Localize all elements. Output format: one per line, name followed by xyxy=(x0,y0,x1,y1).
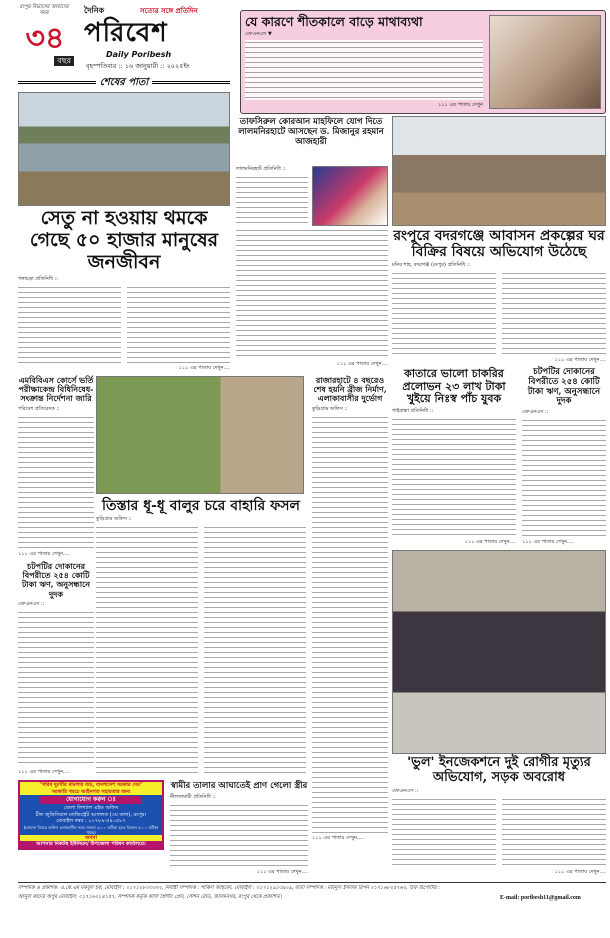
housing-body-col2 xyxy=(502,271,606,355)
rajarhat-headline: রাজারহাটে ৪ বছরেও শেষ হয়নি ব্রীজ নির্মাণ, এলাকাবাসীর দুর্ভোগ xyxy=(313,375,387,404)
injection-byline: এফএনএস :: xyxy=(392,787,419,794)
article-headache[interactable] xyxy=(240,10,606,114)
tafsir-headline: তাফসিরুল কোরআন মাহফিলে যোগ দিতে লালমনিরহাটে আসছেন ড. মিজানুর রহমান আজহারী xyxy=(238,117,384,147)
section-title: শেষের পাতা xyxy=(99,77,149,88)
article-injection xyxy=(392,756,606,876)
chotpoti-left-byline: এফএনএস :: xyxy=(18,600,45,607)
tafsir-byline: লালমনিরহাট প্রতিনিধি :: xyxy=(236,166,286,172)
qatar-continued[interactable]: ১১১ এর পাতায় দেখুন.... xyxy=(464,539,516,545)
article-bridge xyxy=(18,208,230,372)
ad-last: আপনার নিকটস্থ ইউনিয়ন/ উপজেলা পরিষদ কার্যালয়ে। xyxy=(20,841,162,848)
bridge-byline: গঙ্গাচড়া প্রতিনিধি :: xyxy=(18,275,58,282)
tafsir-body-cont xyxy=(236,228,388,359)
article-chotpoti-right xyxy=(522,368,606,546)
footer-line2: আব্দুল কাদের অপুর মোবাইল: ০১৭১৬০১৪১৫৭, সম্পাদক কর্তৃক কালি প্রিন্টিং প্রেস, স্টেশন রোড, আলমনগর, রংপুর থেকে প্রকাশিত। xyxy=(18,894,282,900)
article-wife xyxy=(170,782,308,876)
ad-note: (চলমান বিষয়ে অফিস চলাকালীন সময় সকাল ৯:০০ ঘটিকা হতে বিকাল ৫:০০ ঘটিকা পর্যন্ত) xyxy=(23,824,159,835)
article-housing xyxy=(392,228,606,364)
teesta-headline: তিস্তার ধূ-ধূ বালুর চরে বাহারি ফসল xyxy=(102,498,300,514)
chotpoti-right-continued[interactable]: ১১১ এর পাতায় দেখুন.... xyxy=(522,539,574,545)
housing-byline: মনির শাহ, বদরগঞ্জ (রংপুর) প্রতিনিধি :: xyxy=(392,262,471,269)
chotpoti-right-headline: চটপটির দোকানের বিপরীতে ২৫৪ কোটি টাকা ঋণ, অনুসন্ধানে দুদক xyxy=(527,367,601,407)
newspaper-name: পরিবেশ xyxy=(84,18,168,48)
mbbs-headline: এমবিবিএস কোর্সে ভর্তি পরীক্ষাকেন্দ্র বিধিনিষেধ- সংক্রান্ত নির্দেশনা জারি xyxy=(18,375,94,404)
article-qatar xyxy=(392,368,516,546)
road-blockade-photo xyxy=(392,550,606,754)
bridge-continued[interactable]: ১১১ এর পাতায় দেখুন.... xyxy=(178,365,230,371)
housing-body xyxy=(392,271,496,355)
daily-label: দৈনিক xyxy=(84,6,105,15)
mbbs-continued[interactable]: ১১১ এর পাতায় দেখুন.... xyxy=(18,551,70,557)
issue-date: বৃহস্পতিবার :: ১৬ জানুয়ারী :: ২০২৫ইং xyxy=(86,62,190,70)
section-title-bar xyxy=(18,76,230,89)
housing-headline: রংপুরে বদরগঞ্জে আবাসন প্রকল্পের ঘর বিক্রির বিষয়ে অভিযোগ উঠেছে xyxy=(393,228,605,261)
ad-mobile: মোবাইল নম্বর : ০১৭৮৯-৫৪০৫৮৭ xyxy=(56,818,126,824)
injection-body-col2 xyxy=(502,797,606,867)
english-name: Daily Poribesh xyxy=(106,50,172,59)
wife-byline: নীলফামারী প্রতিনিধি :: xyxy=(170,793,216,800)
bridge-body xyxy=(18,285,121,363)
article-mbbs xyxy=(18,376,94,558)
article-teesta xyxy=(96,498,306,776)
headline: যে কারণে শীতকালে বাড়ে মাথাব্যথা xyxy=(245,14,423,29)
teesta-body xyxy=(96,525,198,776)
mbbs-byline: পরিবেশ প্রতিবেদক :: xyxy=(18,405,60,412)
article-chotpoti-left xyxy=(18,562,94,776)
ad-or: অথবা xyxy=(20,835,162,842)
footer-line1: সম্পাদক ও প্রকাশক: এ.কে.এম মকবুল হক, মোবাইল : ০১৭১২৮০৩৩৩২, নির্বাহী সম্পাদক : শাকিল আহমেদ, মোবাইল : ০১৭১২৯১৩৯০৯, বার্তা সম্পাদক : মমিনুল ইসলাম রিপন ০১৭১৬৮২৫৭৬০, চিফ রিপোর্টার : xyxy=(18,885,440,891)
chotpoti-left-headline: চটপটির দোকানের বিপরীতে ২৫৪ কোটি টাকা ঋণ, অনুসন্ধানে দুদক xyxy=(21,561,91,599)
byline: এফএনএস ▼ xyxy=(245,31,272,38)
years-number: ৩৪ xyxy=(25,21,65,56)
injection-body xyxy=(392,797,496,867)
legal-aid-ad[interactable] xyxy=(18,780,164,850)
chotpoti-left-body xyxy=(18,610,94,767)
tafsir-continued[interactable]: ১১১ এর পাতায় দেখুন.... xyxy=(336,361,388,367)
azhari-photo xyxy=(312,166,388,226)
footer-email[interactable]: E-mail: poribesh11@gmail.com xyxy=(500,895,581,901)
bridge-headline: সেতু না হওয়ায় থমকে গেছে ৫০ হাজার মানুষের জনজীবন xyxy=(29,207,219,273)
ad-office: জেলা লিগ্যাল এইড অফিস xyxy=(63,805,119,811)
bridge-body-col2 xyxy=(127,285,230,363)
rajarhat-continued[interactable]: ১১১ এর পাতায় দেখুন.... xyxy=(312,835,364,841)
ad-contact: যোগাযোগ করুন ঃ xyxy=(40,796,142,804)
wife-headline: স্বামীর তালার আঘাতেই প্রাণ গেলো স্ত্রীর xyxy=(170,781,308,791)
years-badge xyxy=(16,22,74,66)
footer-rule xyxy=(18,882,606,883)
chotpoti-right-body xyxy=(522,418,606,537)
rajarhat-byline: কুড়িগ্রাম অফিস :: xyxy=(312,405,348,412)
years-label: বছর xyxy=(54,56,74,66)
mbbs-body xyxy=(18,415,94,549)
injection-continued[interactable]: ১১১ এর পাতায় দেখুন.... xyxy=(554,869,606,875)
housing-continued[interactable]: ১১১ এর পাতায় দেখুন.... xyxy=(554,357,606,363)
teesta-field-photo xyxy=(96,376,304,494)
wife-body xyxy=(170,803,308,867)
ad-address: চীফ জুডিসিয়াল ম্যাজিস্ট্রেট আদালত (৩য় তলা), রংপুর। xyxy=(35,811,147,818)
ad-line1: "গরিব দুঃখীর মামলার ব্যয়, বাংলাদেশ সরকার দেয়" xyxy=(20,782,162,789)
teesta-body-col2 xyxy=(204,525,306,776)
housing-project-photo xyxy=(392,116,606,226)
teesta-byline: কুড়িগ্রাম অফিস :: xyxy=(96,516,132,523)
continued-link[interactable]: ১১১ এর পাতায় দেখুন xyxy=(438,102,483,108)
article-rajarhat xyxy=(312,376,388,842)
chotpoti-right-byline: এফএনএস :: xyxy=(522,409,549,416)
rajarhat-body xyxy=(312,415,388,833)
headache-woman-photo xyxy=(489,15,601,109)
river-bridge-photo xyxy=(18,92,230,206)
tafsir-body xyxy=(236,175,308,226)
article-tafsir xyxy=(234,118,388,164)
qatar-body xyxy=(392,417,516,537)
article-body xyxy=(245,40,483,100)
chotpoti-left-continued[interactable]: ১১১ এর পাতায় দেখুন.... xyxy=(18,769,70,775)
wife-continued[interactable]: ১১১ এর পাতায় দেখুন.... xyxy=(256,869,308,875)
masthead-tagline: রংপুর বিভাগের আমাদের সময় xyxy=(19,4,69,16)
slogan: সত্যের সঙ্গে প্রতিদিন xyxy=(140,7,198,15)
qatar-byline: গাইবান্ধা প্রতিনিধি :: xyxy=(392,407,434,414)
injection-headline: 'ভুল' ইনজেকশনে দুই রোগীর মৃত্যুর অভিযোগ, সড়ক অবরোধ xyxy=(407,755,591,785)
ad-line2: সরকারি খরচে আইনগত সহায়তার জন্য xyxy=(20,789,162,796)
qatar-headline: কাতারে ভালো চাকরির প্রলোভন ২৩ লাখ টাকা খুইয়ে নিঃস্ব পাঁচ যুবক xyxy=(402,367,506,406)
masthead xyxy=(14,4,230,80)
